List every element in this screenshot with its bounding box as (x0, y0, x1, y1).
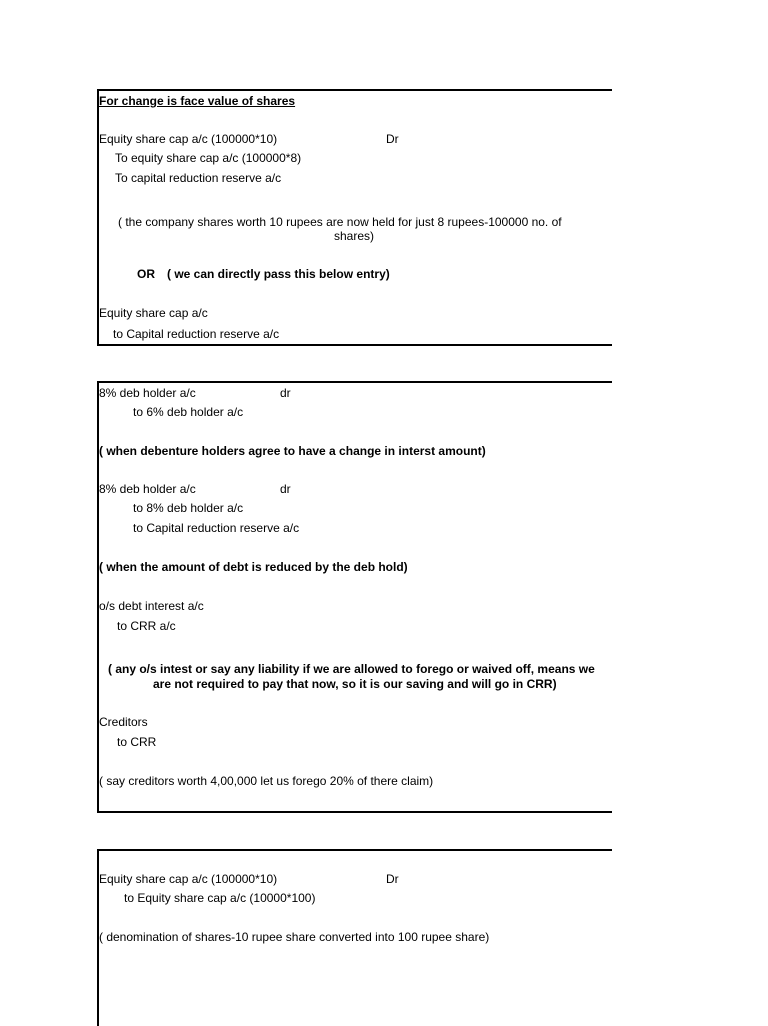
or-label: OR (137, 267, 155, 281)
narration-line: ( when debenture holders agree to have a change in interst amount) (99, 444, 486, 458)
debit-line: Equity share cap a/c (100000*10) (99, 872, 278, 886)
credit-line: to 6% deb holder a/c (133, 405, 244, 419)
debit-line: Equity share cap a/c (99, 306, 208, 320)
credit-line: to CRR (117, 735, 157, 749)
narration-line: ( the company shares worth 10 rupees are now held for just 8 rupees-100000 no. of (118, 215, 562, 229)
narration-line: are not required to pay that now, so it is our saving and will go in CRR) (153, 677, 557, 691)
debit-line: o/s debt interest a/c (99, 599, 204, 613)
debit-line: Creditors (99, 715, 148, 729)
credit-line: To capital reduction reserve a/c (115, 171, 282, 185)
debit-line: 8% deb holder a/c (99, 386, 196, 400)
dr-label: Dr (386, 872, 399, 886)
narration-line: ( denomination of shares-10 rupee share converted into 100 rupee share) (99, 930, 490, 944)
debit-line: Equity share cap a/c (100000*10) (99, 132, 278, 146)
narration-line: shares) (334, 229, 375, 243)
debit-line: 8% deb holder a/c (99, 482, 196, 496)
dr-label: Dr (386, 132, 399, 146)
narration-line: ( we can directly pass this below entry) (167, 267, 390, 281)
narration-line: ( when the amount of debt is reduced by the deb hold) (99, 560, 408, 574)
narration-line: ( any o/s intest or say any liability if we are allowed to forego or waived off, means we (108, 662, 595, 676)
credit-line: to CRR a/c (117, 619, 176, 633)
credit-line: to Equity share cap a/c (10000*100) (124, 891, 316, 905)
credit-line: to Capital reduction reserve a/c (133, 521, 300, 535)
dr-label: dr (280, 482, 291, 496)
credit-line: to 8% deb holder a/c (133, 501, 244, 515)
narration-line: ( say creditors worth 4,00,000 let us forego 20% of there claim) (99, 774, 434, 788)
credit-line: to Capital reduction reserve a/c (113, 327, 280, 341)
section-heading: For change is face value of shares (99, 94, 296, 108)
dr-label: dr (280, 386, 291, 400)
credit-line: To equity share cap a/c (100000*8) (115, 151, 302, 165)
